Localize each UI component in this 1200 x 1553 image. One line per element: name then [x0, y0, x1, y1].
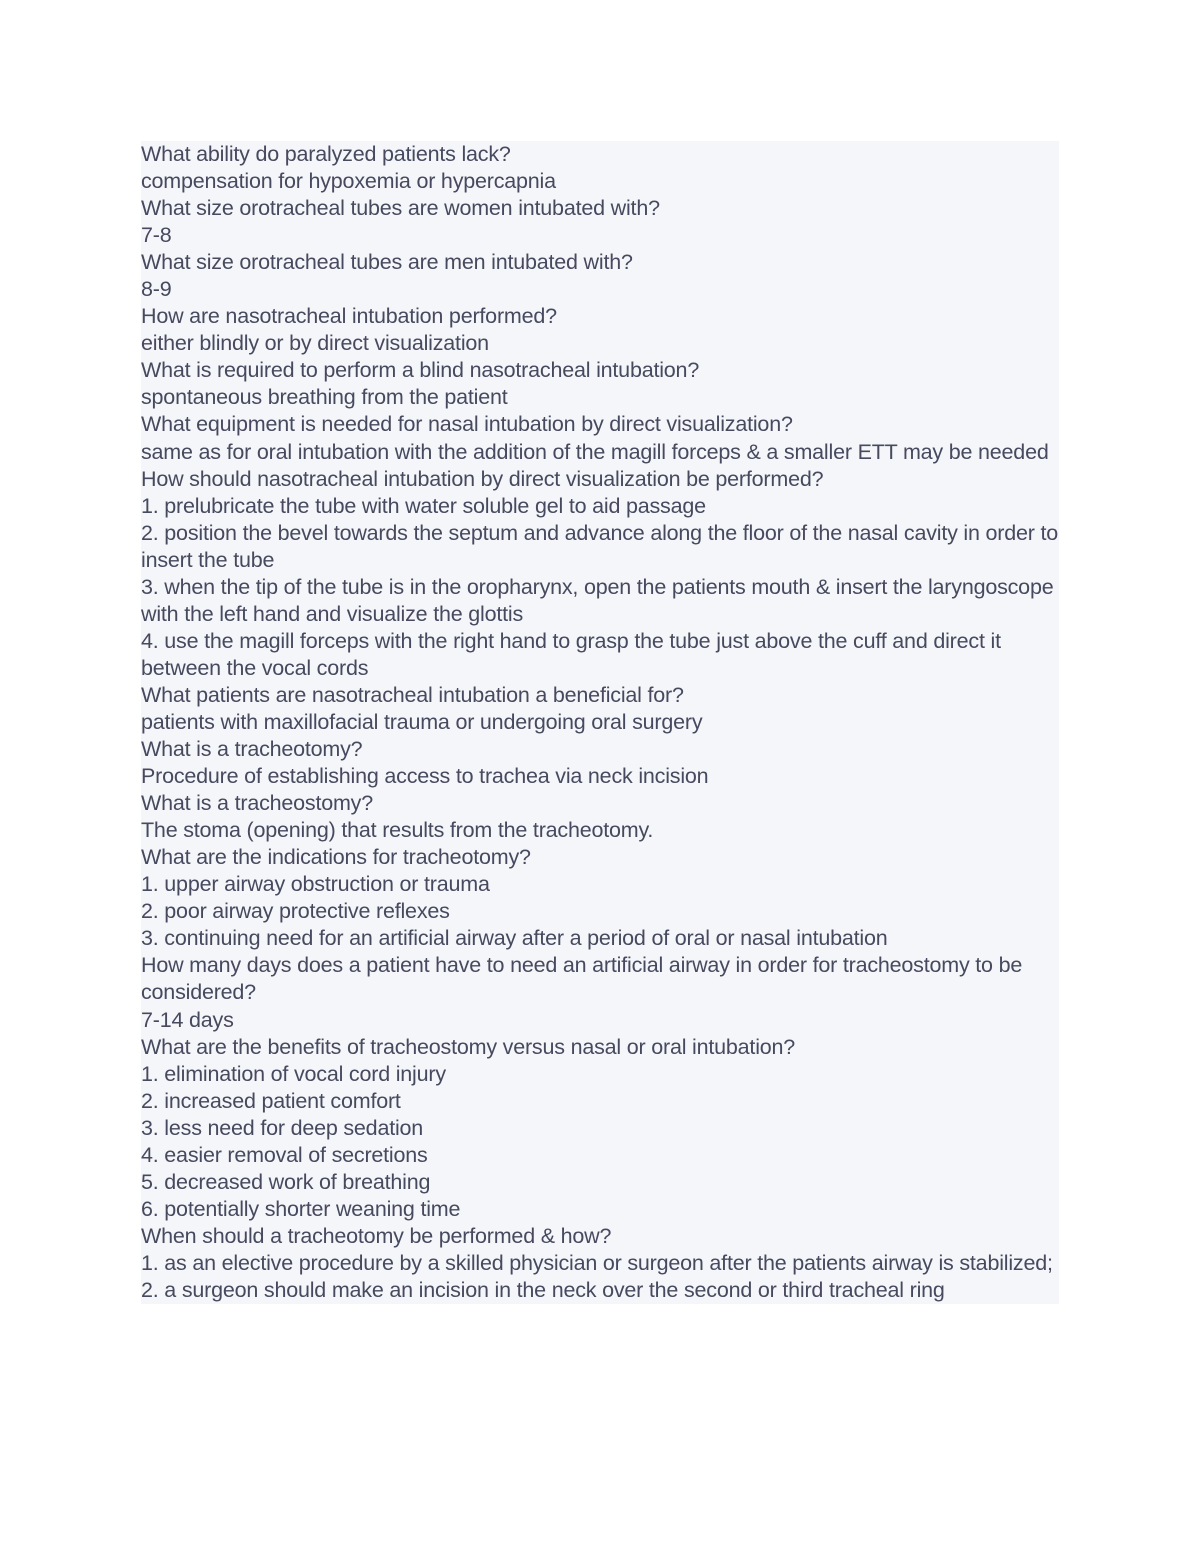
answer-nasotracheal-beneficial: patients with maxillofacial trauma or undergoing oral surgery: [141, 709, 703, 734]
question-tracheotomy-when-how: When should a tracheotomy be performed & how?: [141, 1223, 612, 1248]
question-days-needed: How many days does a patient have to need an artificial airway in order for tracheostomy to be considered?: [141, 953, 1023, 1005]
answer-nasal-equipment: same as for oral intubation with the addition of the magill forceps & a smaller ETT may be needed: [141, 439, 1049, 464]
list-item: 4. use the magill forceps with the right hand to grasp the tube just above the cuff and direct it between the vocal cords: [141, 628, 1001, 680]
answer-men-tube-size: 8-9: [141, 277, 172, 302]
list-item: 1. prelubricate the tube with water soluble gel to aid passage: [141, 493, 706, 518]
list-item: 4. easier removal of secretions: [141, 1142, 428, 1167]
question-tracheotomy: What is a tracheotomy?: [141, 737, 363, 762]
question-direct-visualization-steps: How should nasotracheal intubation by direct visualization be performed?: [141, 466, 824, 491]
list-item: 2. increased patient comfort: [141, 1088, 401, 1113]
answer-nasotracheal-method: either blindly or by direct visualization: [141, 331, 489, 356]
question-tracheotomy-indications: What are the indications for tracheotomy?: [141, 845, 531, 870]
answer-tracheostomy: The stoma (opening) that results from the tracheotomy.: [141, 818, 654, 843]
question-women-tube-size: What size orotracheal tubes are women intubated with?: [141, 196, 660, 221]
list-item: 2. position the bevel towards the septum and advance along the floor of the nasal cavity in order to insert the tube: [141, 520, 1059, 572]
question-nasotracheal-method: How are nasotracheal intubation performed?: [141, 304, 557, 329]
question-men-tube-size: What size orotracheal tubes are men intubated with?: [141, 250, 633, 275]
list-item: 1. upper airway obstruction or trauma: [141, 872, 490, 897]
question-paralyzed-ability: What ability do paralyzed patients lack?: [141, 142, 511, 166]
question-blind-requirement: What is required to perform a blind nasotracheal intubation?: [141, 358, 700, 383]
answer-tracheotomy: Procedure of establishing access to trachea via neck incision: [141, 764, 709, 789]
question-tracheostomy: What is a tracheostomy?: [141, 791, 373, 816]
answer-days-needed: 7-14 days: [141, 1007, 234, 1032]
answer-paralyzed-ability: compensation for hypoxemia or hypercapnia: [141, 169, 556, 194]
question-nasal-equipment: What equipment is needed for nasal intubation by direct visualization?: [141, 412, 793, 437]
answer-blind-requirement: spontaneous breathing from the patient: [141, 385, 508, 410]
list-item: 1. as an elective procedure by a skilled physician or surgeon after the patients airway is stabilized;: [141, 1250, 1053, 1275]
list-item: 2. poor airway protective reflexes: [141, 899, 450, 924]
list-item: 1. elimination of vocal cord injury: [141, 1061, 446, 1086]
list-item: 6. potentially shorter weaning time: [141, 1196, 461, 1221]
document-text-block: [141, 141, 1059, 1304]
list-item: 3. when the tip of the tube is in the oropharynx, open the patients mouth & insert the laryngoscope with the left hand and visualize the glottis: [141, 574, 1054, 626]
list-item: 3. continuing need for an artificial airway after a period of oral or nasal intubation: [141, 926, 888, 951]
question-nasotracheal-beneficial: What patients are nasotracheal intubation a beneficial for?: [141, 682, 684, 707]
list-item: 5. decreased work of breathing: [141, 1169, 431, 1194]
list-item: 2. a surgeon should make an incision in the neck over the second or third tracheal ring: [141, 1277, 945, 1302]
answer-women-tube-size: 7-8: [141, 223, 172, 248]
question-tracheostomy-benefits: What are the benefits of tracheostomy versus nasal or oral intubation?: [141, 1034, 796, 1059]
list-item: 3. less need for deep sedation: [141, 1115, 424, 1140]
